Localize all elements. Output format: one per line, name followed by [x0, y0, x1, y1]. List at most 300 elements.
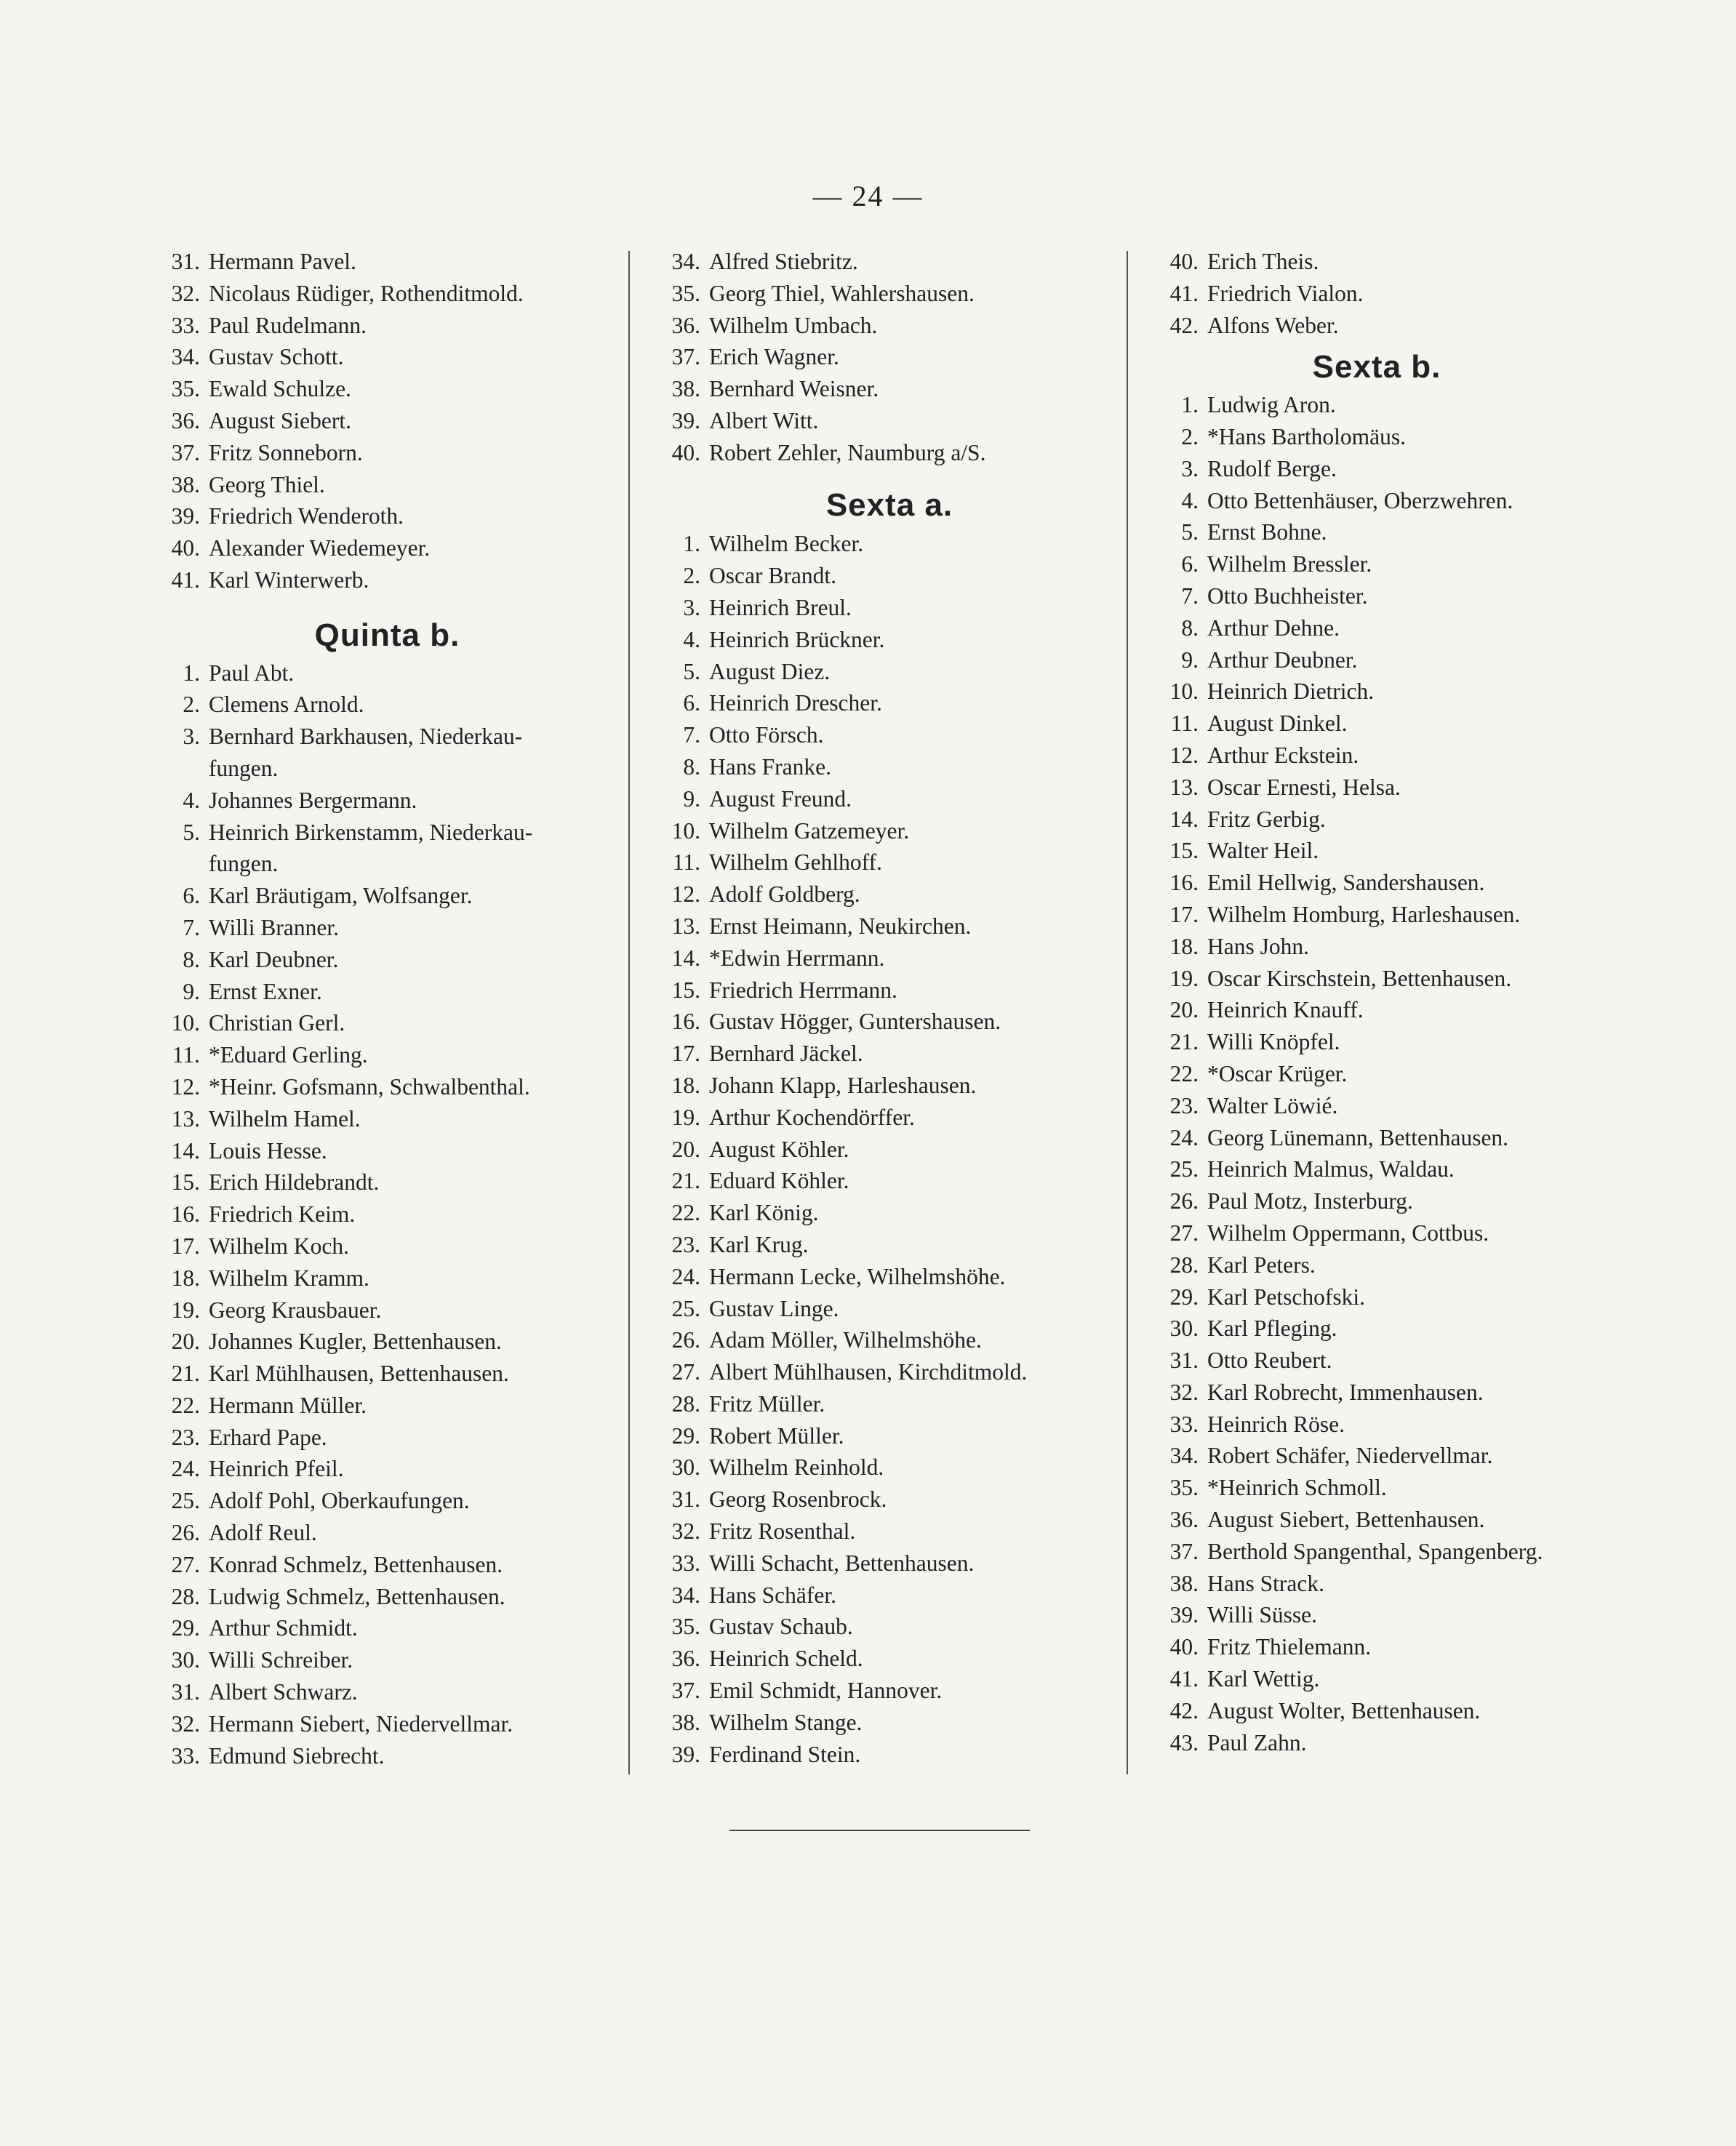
list-item [1151, 1281, 1602, 1313]
item-name: *Heinr. Gofsmann, Schwalbenthal. [209, 1073, 530, 1100]
item-name: Walter Löwié. [1207, 1092, 1338, 1118]
item-number: 28. [671, 1390, 700, 1417]
item-number: 12. [171, 1073, 200, 1100]
item-name: Hermann Pavel. [209, 249, 356, 274]
item-name: Karl König. [709, 1200, 819, 1226]
list-item [153, 880, 622, 912]
item-number: 32. [1169, 1379, 1199, 1405]
item-name: Heinrich Knauff. [1207, 997, 1364, 1023]
item-number: 43. [1169, 1729, 1199, 1755]
list-item [153, 976, 622, 1008]
item-name: Heinrich Breul. [709, 594, 852, 620]
item-number: 6. [683, 690, 700, 716]
list-item [153, 1230, 622, 1262]
item-number: 31. [171, 1679, 200, 1705]
column-2 [653, 246, 1126, 1770]
item-name: Oscar Brandt. [709, 563, 836, 589]
item-name: Adam Möller, Wilhelmshöhe. [709, 1327, 982, 1353]
item-number: 40. [671, 439, 700, 465]
item-number: 18. [671, 1072, 700, 1098]
item-name: Fritz Gerbig. [1207, 806, 1326, 832]
list-item [153, 1294, 622, 1326]
item-name: Wilhelm Reinhold. [709, 1454, 884, 1481]
item-number: 41. [1169, 280, 1199, 306]
item-number: 29. [1169, 1284, 1199, 1310]
list-item [1151, 994, 1602, 1026]
item-number: 16. [671, 1009, 700, 1035]
item-number: 39. [671, 1741, 700, 1767]
list-item [653, 1675, 1126, 1707]
item-name: Eduard Köhler. [709, 1168, 849, 1194]
list-item [653, 1229, 1126, 1261]
item-name: Gustav Schott. [209, 344, 344, 370]
item-number: 36. [671, 312, 700, 338]
list-item [1151, 1217, 1602, 1249]
item-number: 37. [171, 439, 200, 465]
list-item [1151, 1568, 1602, 1600]
list-item [1151, 1313, 1602, 1345]
item-name-continuation: fungen. [209, 851, 279, 877]
item-number: 3. [1181, 455, 1199, 481]
item-name: Otto Bettenhäuser, Oberzwehren. [1207, 487, 1513, 513]
list-item [1151, 708, 1602, 740]
page-number: — 24 — [812, 180, 924, 212]
list-item [653, 1261, 1126, 1293]
item-name: Ewald Schulze. [209, 376, 351, 402]
item-number: 17. [1169, 901, 1199, 927]
item-number: 40. [1169, 1634, 1199, 1660]
item-name: Wilhelm Hamel. [209, 1105, 361, 1132]
item-name: Hermann Siebert, Niedervellmar. [209, 1710, 513, 1737]
list-item [153, 341, 622, 373]
item-number: 18. [1169, 933, 1199, 959]
item-name: Emil Hellwig, Sandershausen. [1207, 870, 1485, 896]
list-item [653, 1452, 1126, 1484]
list-item [153, 817, 622, 849]
item-name: Oscar Kirschstein, Bettenhausen. [1207, 965, 1512, 991]
list-item [153, 500, 622, 532]
item-number: 35. [171, 376, 200, 402]
item-number: 7. [683, 722, 700, 748]
item-name: Hans Schäfer. [709, 1582, 836, 1608]
list-item [653, 974, 1126, 1006]
item-name: Robert Schäfer, Niedervellmar. [1207, 1443, 1493, 1469]
item-number: 20. [671, 1136, 700, 1162]
list-item [653, 1293, 1126, 1325]
item-name: Gustav Linge. [709, 1295, 839, 1321]
item-name: Karl Winterwerb. [209, 566, 369, 593]
list-item [153, 1422, 622, 1454]
item-name: Otto Försch. [709, 722, 824, 748]
item-number: 22. [171, 1392, 200, 1418]
item-name: Christian Gerl. [209, 1010, 345, 1036]
item-number: 13. [1169, 774, 1199, 800]
item-name: Arthur Deubner. [1207, 646, 1358, 673]
item-name: *Eduard Gerling. [209, 1042, 368, 1068]
list-item [1151, 1377, 1602, 1409]
list-item [153, 564, 622, 596]
list-item [1151, 899, 1602, 931]
item-name: Friedrich Wenderoth. [209, 503, 404, 529]
item-number: 13. [171, 1105, 200, 1132]
item-number: 2. [1181, 423, 1199, 449]
item-name: Heinrich Birkenstamm, Niederkau- [209, 819, 533, 845]
item-name: Ernst Heimann, Neukirchen. [709, 913, 972, 939]
list-item [653, 910, 1126, 942]
list-item [153, 657, 622, 689]
item-name: Paul Zahn. [1207, 1729, 1307, 1755]
item-number: 39. [171, 503, 200, 529]
item-name: Erich Hildebrandt. [209, 1169, 380, 1196]
list-item [1151, 310, 1602, 342]
item-name: Heinrich Scheld. [709, 1646, 863, 1672]
item-number: 31. [171, 249, 200, 274]
list-item [153, 689, 622, 721]
item-name: Fritz Rosenthal. [709, 1518, 856, 1545]
name-list [653, 246, 1126, 469]
item-number: 4. [183, 787, 200, 813]
item-name: Heinrich Pfeil. [209, 1456, 344, 1482]
item-number: 27. [1169, 1220, 1199, 1246]
list-item [1151, 804, 1602, 836]
item-name: Wilhelm Oppermann, Cottbus. [1207, 1220, 1489, 1246]
item-name: Alexander Wiedemeyer. [209, 535, 431, 561]
list-item [1151, 421, 1602, 453]
item-name: Ludwig Schmelz, Bettenhausen. [209, 1583, 505, 1609]
item-name: *Heinrich Schmoll. [1207, 1475, 1387, 1501]
list-item [153, 373, 622, 405]
item-number: 35. [671, 280, 700, 306]
list-item [1151, 246, 1602, 278]
item-name: *Edwin Herrmann. [709, 945, 885, 971]
item-number: 26. [171, 1520, 200, 1546]
list-item [653, 1006, 1126, 1038]
item-name: Alfred Stiebritz. [709, 249, 858, 274]
item-number: 30. [671, 1454, 700, 1481]
item-number: 19. [671, 1104, 700, 1130]
item-number: 5. [183, 819, 200, 845]
item-number: 1. [1181, 392, 1199, 418]
item-name: Georg Krausbauer. [209, 1297, 382, 1323]
item-name: Otto Buchheister. [1207, 582, 1368, 609]
item-name: Fritz Thielemann. [1207, 1634, 1372, 1660]
item-name: August Dinkel. [1207, 710, 1348, 737]
item-number: 25. [671, 1295, 700, 1321]
list-item [653, 751, 1126, 783]
item-name-continuation: fungen. [209, 755, 279, 781]
list-item [153, 1007, 622, 1039]
item-name: Johann Klapp, Harleshausen. [709, 1072, 977, 1098]
item-number: 31. [1169, 1348, 1199, 1374]
item-number: 2. [683, 563, 700, 589]
list-item [653, 278, 1126, 310]
item-number: 21. [671, 1168, 700, 1194]
list-item [653, 719, 1126, 751]
item-name: Karl Bräutigam, Wolfsanger. [209, 883, 473, 909]
item-name: Wilhelm Koch. [209, 1233, 349, 1259]
item-name: Wilhelm Bressler. [1207, 551, 1372, 577]
item-name: Hans Franke. [709, 753, 831, 780]
item-name: August Siebert, Bettenhausen. [1207, 1507, 1485, 1533]
item-name: Friedrich Herrmann. [709, 977, 897, 1003]
list-item [1151, 644, 1602, 676]
item-name: Robert Zehler, Naumburg a/S. [709, 439, 986, 465]
item-name: *Hans Bartholomäus. [1207, 423, 1406, 449]
list-item [1151, 548, 1602, 580]
item-number: 39. [671, 407, 700, 433]
section-heading-sexta-a: Sexta a. [825, 487, 953, 523]
item-number: 12. [671, 881, 700, 908]
list-item [653, 1388, 1126, 1420]
item-number: 28. [1169, 1252, 1199, 1278]
item-number: 26. [671, 1327, 700, 1353]
item-name: Georg Thiel. [209, 471, 325, 497]
item-name: Oscar Ernesti, Helsa. [1207, 774, 1401, 800]
item-number: 5. [683, 658, 700, 684]
item-name: Willi Süsse. [1207, 1602, 1317, 1628]
item-number: 17. [171, 1233, 200, 1259]
list-item [1151, 1090, 1602, 1122]
item-name: Friedrich Keim. [209, 1201, 356, 1228]
item-name: Karl Peters. [1207, 1252, 1316, 1278]
item-name: Albert Mühlhausen, Kirchditmold. [709, 1359, 1028, 1385]
list-item [153, 1326, 622, 1358]
section-heading-sexta-b: Sexta b. [1312, 349, 1441, 385]
list-item [153, 1485, 622, 1517]
item-number: 32. [171, 280, 200, 306]
item-number: 37. [671, 1678, 700, 1704]
item-number: 11. [1170, 710, 1199, 737]
list-item [153, 1549, 622, 1581]
item-name: *Oscar Krüger. [1207, 1060, 1348, 1086]
item-number: 38. [671, 376, 700, 402]
item-number: 4. [683, 626, 700, 652]
list-item [153, 310, 622, 342]
item-number: 24. [671, 1263, 700, 1289]
list-item [1151, 1536, 1602, 1568]
item-number: 30. [171, 1647, 200, 1673]
list-item [653, 560, 1126, 592]
item-number: 40. [171, 535, 200, 561]
item-number: 25. [1169, 1156, 1199, 1182]
name-list [653, 528, 1126, 1770]
list-item [1151, 516, 1602, 548]
item-number: 22. [671, 1200, 700, 1226]
item-number: 42. [1169, 312, 1199, 338]
item-number: 2. [183, 692, 200, 718]
item-number: 36. [671, 1646, 700, 1672]
item-number: 8. [183, 946, 200, 972]
item-number: 27. [671, 1359, 700, 1385]
list-item [653, 1134, 1126, 1166]
list-item [653, 1165, 1126, 1197]
list-item [153, 1358, 622, 1390]
item-name: Arthur Kochendörffer. [709, 1104, 915, 1130]
item-name: Hans Strack. [1207, 1570, 1324, 1596]
item-name: Gustav Schaub. [709, 1614, 853, 1640]
item-number: 12. [1169, 742, 1199, 768]
list-item [153, 1676, 622, 1708]
item-name: Nicolaus Rüdiger, Rothenditmold. [209, 280, 524, 306]
item-name: Erich Wagner. [709, 344, 839, 370]
item-number: 17. [671, 1041, 700, 1067]
list-item [1151, 1727, 1602, 1759]
list-item [653, 942, 1126, 974]
item-number: 31. [671, 1486, 700, 1513]
list-item [653, 1643, 1126, 1675]
item-name: Karl Mühlhausen, Bettenhausen. [209, 1361, 509, 1387]
item-number: 25. [171, 1488, 200, 1514]
item-number: 23. [171, 1424, 200, 1450]
list-item [1151, 1663, 1602, 1695]
item-number: 15. [171, 1169, 200, 1196]
list-item [1151, 580, 1602, 612]
item-number: 21. [171, 1361, 200, 1387]
item-number: 3. [183, 724, 200, 750]
list-item [653, 1197, 1126, 1229]
item-name: Paul Motz, Insterburg. [1207, 1188, 1413, 1214]
item-name: Hermann Müller. [209, 1392, 367, 1418]
item-name: Arthur Dehne. [1207, 614, 1340, 641]
list-item [1151, 1058, 1602, 1090]
item-number: 16. [171, 1201, 200, 1228]
item-number: 40. [1169, 249, 1199, 274]
item-name: August Siebert. [209, 407, 351, 433]
item-number: 19. [1169, 965, 1199, 991]
item-number: 35. [1169, 1475, 1199, 1501]
list-item [153, 1390, 622, 1422]
item-name: Fritz Müller. [709, 1390, 825, 1417]
item-number: 23. [671, 1231, 700, 1257]
list-item [153, 1103, 622, 1135]
item-name: Rudolf Berge. [1207, 455, 1337, 481]
item-number: 5. [1181, 519, 1199, 545]
item-number: 9. [683, 785, 700, 812]
list-item [1151, 389, 1602, 421]
list-item [653, 1324, 1126, 1356]
list-item [153, 1135, 622, 1167]
item-number: 15. [1169, 838, 1199, 864]
list-item [653, 592, 1126, 624]
list-item [153, 469, 622, 501]
list-item [653, 878, 1126, 910]
list-item [153, 912, 622, 944]
item-name: Louis Hesse. [209, 1137, 327, 1164]
list-item [653, 1420, 1126, 1452]
item-number: 42. [1169, 1697, 1199, 1723]
section-heading-quinta-b: Quinta b. [314, 617, 460, 653]
item-number: 37. [671, 344, 700, 370]
item-number: 22. [1169, 1060, 1199, 1086]
list-item [153, 437, 622, 469]
item-number: 19. [171, 1297, 200, 1323]
list-item [653, 1102, 1126, 1134]
item-name: Friedrich Vialon. [1207, 280, 1364, 306]
item-number: 34. [671, 1582, 700, 1608]
item-name: Ludwig Aron. [1207, 392, 1336, 418]
item-number: 10. [671, 817, 700, 844]
list-item [153, 278, 622, 310]
list-item [653, 1484, 1126, 1516]
item-number: 36. [171, 407, 200, 433]
item-name: Bernhard Barkhausen, Niederkau- [209, 724, 523, 750]
list-item [1151, 1026, 1602, 1058]
list-item [153, 1740, 622, 1772]
item-number: 3. [683, 594, 700, 620]
list-item [153, 1166, 622, 1198]
list-item [653, 1707, 1126, 1739]
item-name: Wilhelm Homburg, Harleshausen. [1207, 901, 1521, 927]
item-number: 9. [183, 978, 200, 1004]
item-number: 33. [671, 1550, 700, 1576]
item-number: 34. [1169, 1443, 1199, 1469]
list-item [153, 1612, 622, 1644]
item-name: Arthur Eckstein. [1207, 742, 1359, 768]
item-number: 33. [171, 312, 200, 338]
item-name: Willi Schreiber. [209, 1647, 353, 1673]
list-item [653, 624, 1126, 656]
list-item [653, 1611, 1126, 1643]
list-item [1151, 1440, 1602, 1472]
item-number: 37. [1169, 1538, 1199, 1564]
name-list [1151, 246, 1602, 341]
item-name: Ferdinand Stein. [709, 1741, 861, 1767]
list-item [153, 785, 622, 817]
column-divider [628, 251, 630, 1774]
list-item [153, 1453, 622, 1485]
item-name: Heinrich Dietrich. [1207, 678, 1375, 705]
item-name: Emil Schmidt, Hannover. [709, 1678, 943, 1704]
item-number: 15. [671, 977, 700, 1003]
item-number: 13. [671, 913, 700, 939]
list-item [1151, 453, 1602, 485]
list-item [1151, 1122, 1602, 1154]
item-name: Karl Pfleging. [1207, 1316, 1337, 1342]
list-item [653, 846, 1126, 878]
column-3 [1151, 246, 1602, 1758]
item-number: 32. [171, 1710, 200, 1737]
item-name: Adolf Reul. [209, 1520, 317, 1546]
item-name: Paul Abt. [209, 660, 295, 686]
item-name: Karl Robrecht, Immenhausen. [1207, 1379, 1484, 1405]
list-item [153, 1262, 622, 1294]
item-name: Georg Thiel, Wahlershausen. [709, 280, 975, 306]
item-number: 34. [171, 344, 200, 370]
item-number: 35. [671, 1614, 700, 1640]
item-name: August Wolter, Bettenhausen. [1207, 1697, 1481, 1723]
list-item [1151, 1249, 1602, 1281]
list-item [1151, 1409, 1602, 1441]
list-item [653, 783, 1126, 815]
item-name: Karl Krug. [709, 1231, 809, 1257]
item-name: Heinrich Drescher. [709, 690, 882, 716]
item-number: 32. [671, 1518, 700, 1545]
item-number: 14. [171, 1137, 200, 1164]
item-name: Adolf Goldberg. [709, 881, 860, 908]
item-name: Bernhard Jäckel. [709, 1041, 863, 1067]
list-item [653, 1070, 1126, 1102]
list-item [1151, 485, 1602, 517]
list-item [1151, 1695, 1602, 1727]
item-name: Walter Heil. [1207, 838, 1319, 864]
list-item [153, 1644, 622, 1676]
item-number: 20. [1169, 997, 1199, 1023]
item-name: Gustav Högger, Guntershausen. [709, 1009, 1001, 1035]
item-number: 34. [671, 249, 700, 274]
item-number: 38. [1169, 1570, 1199, 1596]
item-number: 33. [171, 1742, 200, 1769]
item-name: Adolf Pohl, Oberkaufungen. [209, 1488, 470, 1514]
